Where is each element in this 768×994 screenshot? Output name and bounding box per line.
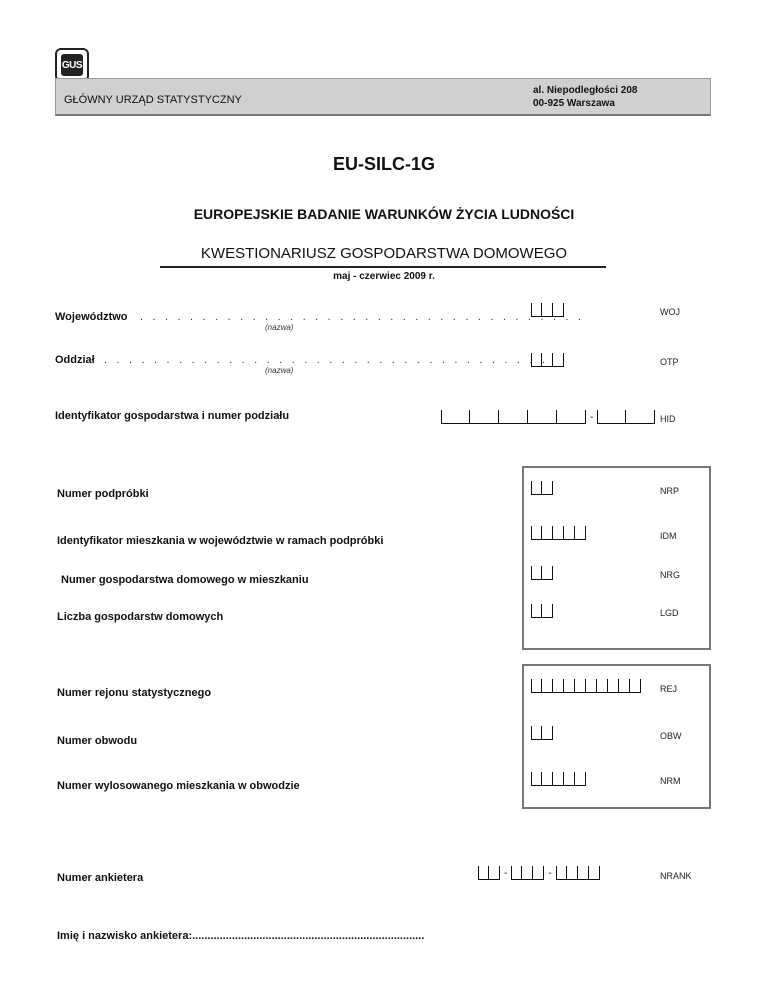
gus-logo-mark: GUS: [61, 54, 83, 76]
rej-label: Numer rejonu statystycznego: [57, 687, 212, 699]
digit-box[interactable]: [542, 566, 553, 580]
hid-separator: -: [590, 411, 594, 423]
digit-box[interactable]: [575, 526, 586, 540]
oddzial-sub: (nazwa): [265, 366, 294, 375]
wojewodztwo-label: Województwo: [55, 311, 128, 323]
lgd-input-boxes[interactable]: [531, 604, 553, 618]
idm-code: IDM: [660, 531, 677, 541]
obw-label: Numer obwodu: [57, 735, 138, 747]
address-line-2: 00-925 Warszawa: [533, 98, 615, 109]
nrg-label: Numer gospodarstwa domowego w mieszkaniu: [61, 574, 309, 586]
nrank-separator-2: -: [548, 867, 552, 879]
nrank-code: NRANK: [660, 871, 692, 881]
digit-box[interactable]: [564, 772, 575, 786]
digit-box[interactable]: [531, 353, 542, 367]
digit-box[interactable]: [542, 526, 553, 540]
org-name: GŁÓWNY URZĄD STATYSTYCZNY: [64, 94, 242, 106]
lgd-label: Liczba gospodarstw domowych: [57, 611, 224, 623]
digit-box[interactable]: [531, 726, 542, 740]
digit-box[interactable]: [597, 679, 608, 693]
form-code-title: EU-SILC-1G: [332, 154, 435, 174]
digit-box[interactable]: [553, 353, 564, 367]
nrank-label: Numer ankietera: [57, 872, 144, 884]
nrm-input-boxes[interactable]: [531, 772, 586, 786]
digit-box[interactable]: [575, 772, 586, 786]
digit-box[interactable]: [542, 303, 553, 317]
lgd-code: LGD: [660, 608, 679, 618]
digit-box[interactable]: [531, 481, 542, 495]
digit-box[interactable]: [578, 866, 589, 880]
digit-box[interactable]: [597, 410, 626, 424]
otp-input-boxes[interactable]: [531, 353, 564, 367]
digit-box[interactable]: [575, 679, 586, 693]
digit-box[interactable]: [528, 410, 557, 424]
nrp-label: Numer podpróbki: [57, 488, 149, 500]
digit-box[interactable]: [531, 604, 542, 618]
digit-box[interactable]: [542, 772, 553, 786]
digit-box[interactable]: [553, 679, 564, 693]
nrg-code: NRG: [660, 570, 680, 580]
oddzial-dots[interactable]: . . . . . . . . . . . . . . . . . . . . . . . . . . . . . . . . . . . .: [104, 354, 549, 366]
digit-box[interactable]: [586, 679, 597, 693]
digit-box[interactable]: [542, 353, 553, 367]
address: [533, 84, 637, 110]
questionnaire-title: KWESTIONARIUSZ GOSPODARSTWA DOMOWEGO: [200, 245, 568, 262]
wojewodztwo-dots[interactable]: . . . . . . . . . . . . . . . . . . . . . . . . . . . . . . . . . . . .: [140, 311, 585, 323]
address-line-1: al. Niepodległości 208: [533, 85, 638, 96]
obw-code: OBW: [660, 731, 682, 741]
obw-input-boxes[interactable]: [531, 726, 553, 740]
digit-box[interactable]: [542, 604, 553, 618]
digit-box[interactable]: [564, 679, 575, 693]
oddzial-label: Oddział: [55, 354, 95, 366]
idm-input-boxes[interactable]: [531, 526, 586, 540]
woj-input-boxes[interactable]: [531, 303, 564, 317]
nrm-code: NRM: [660, 776, 681, 786]
digit-box[interactable]: [542, 481, 553, 495]
digit-box[interactable]: [531, 526, 542, 540]
digit-box[interactable]: [608, 679, 619, 693]
digit-box[interactable]: [470, 410, 499, 424]
hid-input-boxes[interactable]: [441, 410, 655, 424]
digit-box[interactable]: [589, 866, 600, 880]
digit-box[interactable]: [531, 679, 542, 693]
survey-period: maj - czerwiec 2009 r.: [333, 271, 435, 282]
digit-box[interactable]: [478, 866, 489, 880]
digit-box[interactable]: [441, 410, 470, 424]
header-bar: [55, 78, 711, 116]
digit-box[interactable]: [557, 410, 586, 424]
digit-box[interactable]: [542, 726, 553, 740]
digit-box[interactable]: [553, 526, 564, 540]
nrank-input-boxes[interactable]: [478, 866, 600, 880]
nrank-separator-1: -: [504, 867, 508, 879]
survey-title: EUROPEJSKIE BADANIE WARUNKÓW ŻYCIA LUDNOŚCI: [193, 206, 575, 222]
wojewodztwo-sub: (nazwa): [265, 323, 294, 332]
gus-logo: [55, 48, 89, 82]
digit-box[interactable]: [619, 679, 630, 693]
digit-box[interactable]: [531, 303, 542, 317]
rej-input-boxes[interactable]: [531, 679, 641, 693]
digit-box[interactable]: [542, 679, 553, 693]
digit-box[interactable]: [556, 866, 567, 880]
digit-box[interactable]: [553, 303, 564, 317]
nrp-input-boxes[interactable]: [531, 481, 553, 495]
otp-code: OTP: [660, 357, 679, 367]
digit-box[interactable]: [499, 410, 528, 424]
hid-label: Identyfikator gospodarstwa i numer podziału: [55, 410, 290, 422]
digit-box[interactable]: [626, 410, 655, 424]
digit-box[interactable]: [531, 566, 542, 580]
nrm-label: Numer wylosowanego mieszkania w obwodzie: [57, 780, 300, 792]
hid-code: HID: [660, 414, 676, 424]
digit-box[interactable]: [511, 866, 522, 880]
title-underline: [160, 266, 606, 268]
digit-box[interactable]: [567, 866, 578, 880]
idm-label: Identyfikator mieszkania w województwie w ramach podpróbki: [57, 535, 384, 547]
nrp-code: NRP: [660, 486, 680, 496]
digit-box[interactable]: [553, 772, 564, 786]
rej-code: REJ: [660, 684, 678, 694]
digit-box[interactable]: [630, 679, 641, 693]
interviewer-name-field[interactable]: Imię i nazwisko ankietera:............................................................................: [57, 930, 425, 942]
digit-box[interactable]: [531, 772, 542, 786]
digit-box[interactable]: [522, 866, 533, 880]
digit-box[interactable]: [489, 866, 500, 880]
digit-box[interactable]: [564, 526, 575, 540]
woj-code: WOJ: [660, 307, 680, 317]
digit-box[interactable]: [533, 866, 544, 880]
nrg-input-boxes[interactable]: [531, 566, 553, 580]
